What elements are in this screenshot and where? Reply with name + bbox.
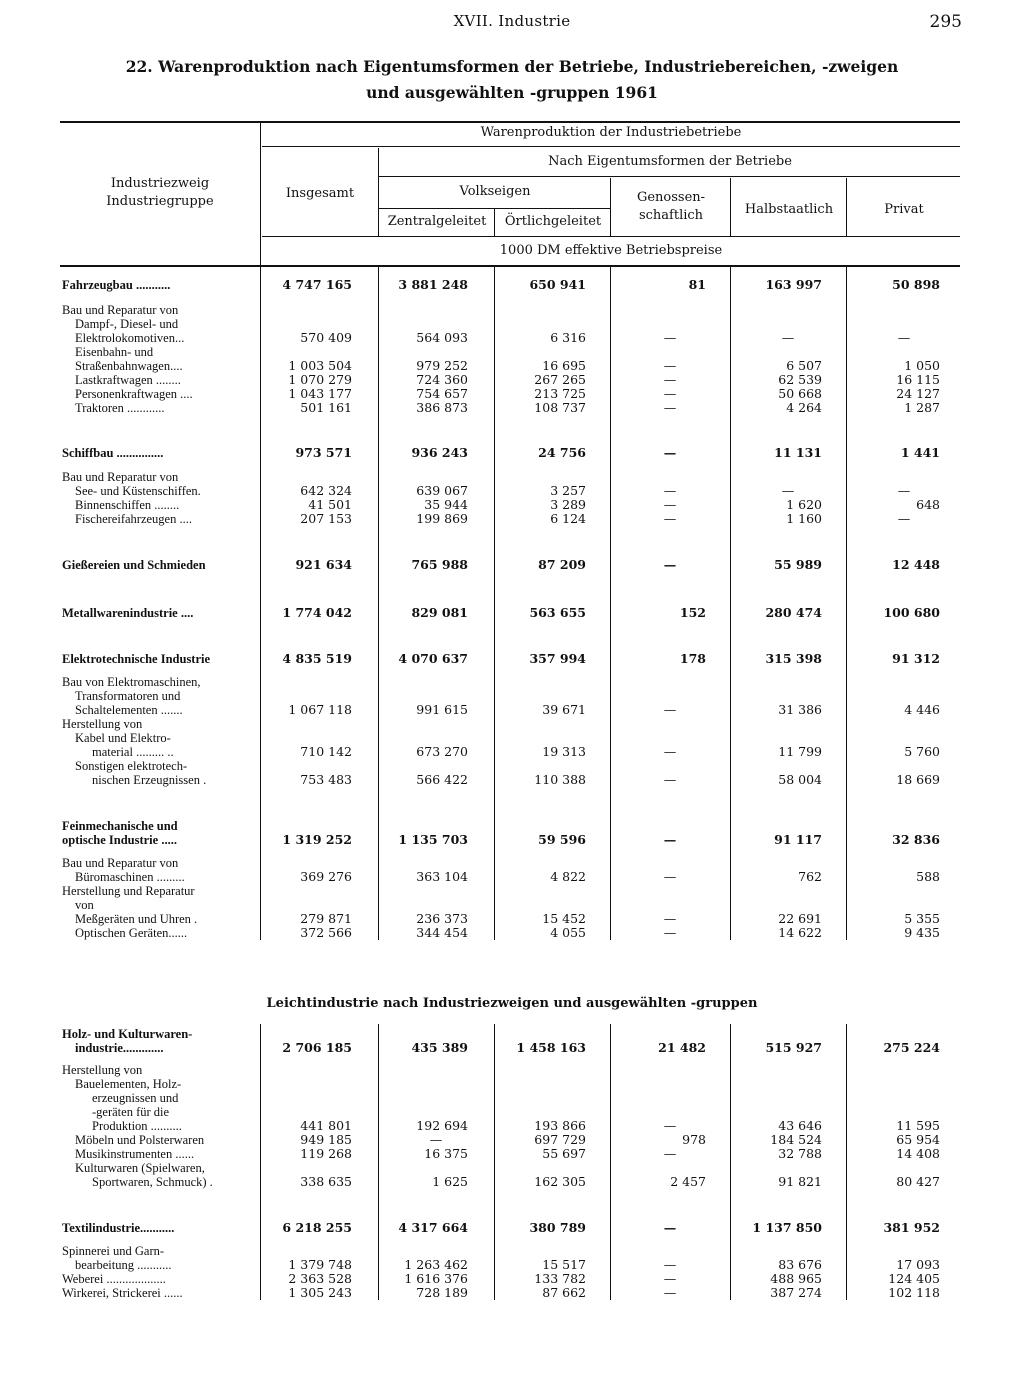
unit-header: 1000 DM effektive Betriebspreise <box>499 243 723 258</box>
row-label: Wirkerei, Strickerei ...... <box>62 1286 183 1300</box>
col-divider-1 <box>378 148 379 236</box>
row-label: Dampf-, Diesel- und <box>75 317 179 331</box>
row-label: Bau und Reparatur von <box>62 856 179 870</box>
cell-zentralgeleitet: 344 454 <box>416 925 468 940</box>
row-label: Eisenbahn- und <box>75 345 154 359</box>
row-label: Sonstigen elektrotech- <box>75 759 188 773</box>
cell-oertlichgeleitet: 563 655 <box>529 605 586 620</box>
cell-genossenschaftlich: — <box>663 372 677 387</box>
cell-genossenschaftlich: — <box>663 702 677 717</box>
row-label: von <box>75 898 94 912</box>
row-label: Weberei ................... <box>62 1272 166 1286</box>
row-label: Personenkraftwagen .... <box>75 387 193 401</box>
cell-privat: 588 <box>916 869 940 884</box>
cell-insgesamt: 369 276 <box>300 869 352 884</box>
genossen-header-line-1: Genossen- <box>636 190 706 205</box>
header-rule-1 <box>262 146 960 147</box>
cell-genossenschaftlich: — <box>663 1220 677 1235</box>
cell-privat: 1 287 <box>904 400 940 415</box>
cell-oertlichgeleitet: 24 756 <box>538 445 586 460</box>
cell-oertlichgeleitet: 19 313 <box>542 744 586 759</box>
cell-genossenschaftlich: — <box>663 832 677 847</box>
cell-genossenschaftlich: — <box>663 1146 677 1161</box>
cell-genossenschaftlich: — <box>663 1257 677 1272</box>
header-bottom-rule <box>60 265 960 267</box>
row-label: -geräten für die <box>92 1105 170 1119</box>
cell-zentralgeleitet: 566 422 <box>416 772 468 787</box>
cell-halbstaatlich: 184 524 <box>770 1132 822 1147</box>
cell-halbstaatlich: 6 507 <box>786 358 822 373</box>
cell-privat: 9 435 <box>904 925 940 940</box>
cell-oertlichgeleitet: 15 452 <box>542 911 586 926</box>
cell-privat: 14 408 <box>896 1146 940 1161</box>
cell-insgesamt: 1 043 177 <box>288 386 352 401</box>
row-label: Transformatoren und <box>75 689 181 703</box>
row-label: Herstellung von <box>62 1063 143 1077</box>
cell-halbstaatlich: 315 398 <box>765 651 822 666</box>
cell-zentralgeleitet: 639 067 <box>416 483 468 498</box>
cell-halbstaatlich: 762 <box>798 869 822 884</box>
cell-oertlichgeleitet: 108 737 <box>534 400 586 415</box>
cell-genossenschaftlich: — <box>663 911 677 926</box>
cell-privat: 102 118 <box>888 1285 940 1300</box>
cell-zentralgeleitet: 728 189 <box>416 1285 468 1300</box>
cell-oertlichgeleitet: 87 209 <box>538 557 586 572</box>
cell-insgesamt: 4 747 165 <box>282 277 352 292</box>
cell-insgesamt: 1 379 748 <box>288 1257 352 1272</box>
cell-insgesamt: 921 634 <box>295 557 352 572</box>
cell-insgesamt: 570 409 <box>300 330 352 345</box>
cell-genossenschaftlich: — <box>663 869 677 884</box>
cell-halbstaatlich: 32 788 <box>778 1146 822 1161</box>
row-label: Musikinstrumenten ...... <box>75 1147 195 1161</box>
page-number: 295 <box>929 12 962 32</box>
cell-halbstaatlich: 91 821 <box>778 1174 822 1189</box>
cell-oertlichgeleitet: 3 257 <box>550 483 586 498</box>
cell-privat: 17 093 <box>896 1257 940 1272</box>
cell-genossenschaftlich: — <box>663 557 677 572</box>
row-label: industrie............. <box>75 1041 164 1055</box>
row-label: Spinnerei und Garn- <box>62 1244 165 1258</box>
cell-insgesamt: 1 305 243 <box>288 1285 352 1300</box>
header-rule-2 <box>378 176 960 177</box>
cell-oertlichgeleitet: 267 265 <box>534 372 586 387</box>
cell-zentralgeleitet: 724 360 <box>416 372 468 387</box>
cell-privat: 50 898 <box>892 277 940 292</box>
cell-zentralgeleitet: 16 375 <box>424 1146 468 1161</box>
cell-genossenschaftlich: — <box>663 1285 677 1300</box>
cell-privat: 275 224 <box>883 1040 940 1055</box>
row-label: optische Industrie ..... <box>62 833 177 847</box>
header-rule-4 <box>262 236 960 237</box>
cell-oertlichgeleitet: 15 517 <box>542 1257 586 1272</box>
cell-insgesamt: 338 635 <box>300 1174 352 1189</box>
row-label: erzeugnissen und <box>92 1091 179 1105</box>
cell-oertlichgeleitet: 380 789 <box>529 1220 586 1235</box>
cell-privat: — <box>897 483 911 498</box>
cell-halbstaatlich: 1 160 <box>786 511 822 526</box>
genossen-header <box>612 189 730 225</box>
cell-insgesamt: 1 003 504 <box>288 358 352 373</box>
cell-oertlichgeleitet: 4 822 <box>550 869 586 884</box>
cell-halbstaatlich: 1 620 <box>786 497 822 512</box>
cell-privat: 80 427 <box>896 1174 940 1189</box>
row-label: Möbeln und Polsterwaren <box>75 1133 205 1147</box>
row-label: Metallwarenindustrie .... <box>62 606 194 620</box>
cell-privat: 5 355 <box>904 911 940 926</box>
cell-privat: 5 760 <box>904 744 940 759</box>
cell-insgesamt: 372 566 <box>300 925 352 940</box>
cell-halbstaatlich: 14 622 <box>778 925 822 940</box>
cell-privat: 65 954 <box>896 1132 940 1147</box>
cell-genossenschaftlich: — <box>663 400 677 415</box>
volkseigen-header: Volkseigen <box>459 184 531 199</box>
cell-halbstaatlich: 488 965 <box>770 1271 822 1286</box>
cell-privat: 124 405 <box>888 1271 940 1286</box>
cell-zentralgeleitet: 765 988 <box>411 557 468 572</box>
insgesamt-header: Insgesamt <box>285 186 355 201</box>
cell-halbstaatlich: 58 004 <box>778 772 822 787</box>
cell-oertlichgeleitet: 16 695 <box>542 358 586 373</box>
row-label: Bauelementen, Holz- <box>75 1077 182 1091</box>
cell-halbstaatlich: 515 927 <box>765 1040 822 1055</box>
cell-halbstaatlich: 50 668 <box>778 386 822 401</box>
cell-genossenschaftlich: — <box>663 497 677 512</box>
cell-genossenschaftlich: 81 <box>688 277 706 292</box>
cell-genossenschaftlich: — <box>663 511 677 526</box>
cell-insgesamt: 973 571 <box>295 445 352 460</box>
cell-oertlichgeleitet: 55 697 <box>542 1146 586 1161</box>
cell-halbstaatlich: — <box>781 483 795 498</box>
col-divider-4 <box>730 178 731 236</box>
cell-insgesamt: 6 218 255 <box>282 1220 352 1235</box>
cell-genossenschaftlich: 978 <box>682 1132 706 1147</box>
cell-oertlichgeleitet: 3 289 <box>550 497 586 512</box>
cell-zentralgeleitet: 435 389 <box>411 1040 468 1055</box>
cell-zentralgeleitet: 991 615 <box>416 702 468 717</box>
cell-privat: — <box>897 511 911 526</box>
cell-halbstaatlich: 387 274 <box>770 1285 822 1300</box>
cell-genossenschaftlich: — <box>663 445 677 460</box>
cell-oertlichgeleitet: 110 388 <box>534 772 586 787</box>
cell-halbstaatlich: 43 646 <box>778 1118 822 1133</box>
cell-zentralgeleitet: 1 616 376 <box>404 1271 468 1286</box>
row-label: Feinmechanische und <box>62 819 178 833</box>
cell-genossenschaftlich: — <box>663 744 677 759</box>
row-label: Straßenbahnwagen.... <box>75 359 183 373</box>
cell-zentralgeleitet: 673 270 <box>416 744 468 759</box>
cell-oertlichgeleitet: 6 124 <box>550 511 586 526</box>
cell-genossenschaftlich: — <box>663 330 677 345</box>
cell-halbstaatlich: 83 676 <box>778 1257 822 1272</box>
row-label: Bau und Reparatur von <box>62 303 179 317</box>
table-title-line-1: 22. Warenproduktion nach Eigentumsformen der Betriebe, Industriebereichen, -zweigen <box>125 57 899 76</box>
cell-oertlichgeleitet: 59 596 <box>538 832 586 847</box>
row-label: Traktoren ............ <box>75 401 165 415</box>
cell-halbstaatlich: — <box>781 330 795 345</box>
cell-halbstaatlich: 4 264 <box>786 400 822 415</box>
cell-zentralgeleitet: 1 263 462 <box>404 1257 468 1272</box>
row-label: Fahrzeugbau ........... <box>62 278 171 292</box>
cell-genossenschaftlich: 152 <box>679 605 706 620</box>
cell-zentralgeleitet: 979 252 <box>416 358 468 373</box>
cell-halbstaatlich: 1 137 850 <box>752 1220 822 1235</box>
cell-insgesamt: 1 774 042 <box>282 605 352 620</box>
cell-zentralgeleitet: 236 373 <box>416 911 468 926</box>
cell-privat: 18 669 <box>896 772 940 787</box>
cell-genossenschaftlich: — <box>663 925 677 940</box>
row-label: material ......... .. <box>92 745 174 759</box>
halbstaatlich-header: Halbstaatlich <box>744 202 834 217</box>
cell-genossenschaftlich: — <box>663 358 677 373</box>
cell-privat: 381 952 <box>883 1220 940 1235</box>
cell-zentralgeleitet: 3 881 248 <box>398 277 468 292</box>
cell-oertlichgeleitet: 1 458 163 <box>516 1040 586 1055</box>
zentral-header: Zentralgeleitet <box>387 214 487 229</box>
row-label: Schiffbau ............... <box>62 446 164 460</box>
cell-halbstaatlich: 11 799 <box>778 744 822 759</box>
label-col-header-line-1: Industriezweig <box>110 176 210 191</box>
col-divider-3 <box>610 178 611 236</box>
cell-insgesamt: 207 153 <box>300 511 352 526</box>
cell-genossenschaftlich: — <box>663 772 677 787</box>
cell-zentralgeleitet: — <box>429 1132 443 1147</box>
row-label: Holz- und Kulturwaren- <box>62 1027 193 1041</box>
oertlich-header: Örtlichgeleitet <box>504 214 602 229</box>
label-col-header-line-2: Industriegruppe <box>106 194 214 209</box>
row-label: Bau und Reparatur von <box>62 470 179 484</box>
cell-oertlichgeleitet: 162 305 <box>534 1174 586 1189</box>
cell-privat: 91 312 <box>892 651 940 666</box>
cell-halbstaatlich: 22 691 <box>778 911 822 926</box>
cell-privat: 1 441 <box>900 445 940 460</box>
cell-privat: 11 595 <box>896 1118 940 1133</box>
super-header: Warenproduktion der Industriebetriebe <box>480 125 742 140</box>
col-divider-5 <box>846 178 847 236</box>
row-label: Elektrotechnische Industrie <box>62 652 211 666</box>
cell-halbstaatlich: 62 539 <box>778 372 822 387</box>
light-industry-heading: Leichtindustrie nach Industriezweigen und ausgewählten -gruppen <box>266 996 758 1011</box>
row-label: Büromaschinen ......... <box>75 870 185 884</box>
cell-zentralgeleitet: 829 081 <box>411 605 468 620</box>
cell-zentralgeleitet: 35 944 <box>424 497 468 512</box>
cell-oertlichgeleitet: 357 994 <box>529 651 586 666</box>
cell-zentralgeleitet: 199 869 <box>416 511 468 526</box>
cell-insgesamt: 501 161 <box>300 400 352 415</box>
col-divider-2 <box>494 208 495 236</box>
cell-insgesamt: 949 185 <box>300 1132 352 1147</box>
cell-insgesamt: 753 483 <box>300 772 352 787</box>
cell-halbstaatlich: 280 474 <box>765 605 822 620</box>
cell-insgesamt: 119 268 <box>300 1146 352 1161</box>
cell-halbstaatlich: 163 997 <box>765 277 822 292</box>
body-divider-3 <box>610 267 611 940</box>
cell-halbstaatlich: 31 386 <box>778 702 822 717</box>
genossen-header-line-2: schaftlich <box>638 208 704 223</box>
cell-oertlichgeleitet: 193 866 <box>534 1118 586 1133</box>
cell-insgesamt: 41 501 <box>308 497 352 512</box>
running-head <box>0 12 1024 36</box>
table-title-line-2: und ausgewählten -gruppen 1961 <box>366 83 658 102</box>
cell-oertlichgeleitet: 697 729 <box>534 1132 586 1147</box>
cell-genossenschaftlich: 178 <box>679 651 706 666</box>
cell-privat: 16 115 <box>896 372 940 387</box>
cell-halbstaatlich: 91 117 <box>774 832 822 847</box>
cell-oertlichgeleitet: 133 782 <box>534 1271 586 1286</box>
cell-oertlichgeleitet: 4 055 <box>550 925 586 940</box>
row-label: Fischereifahrzeugen .... <box>75 512 192 526</box>
cell-privat: — <box>897 330 911 345</box>
cell-zentralgeleitet: 754 657 <box>416 386 468 401</box>
cell-zentralgeleitet: 564 093 <box>416 330 468 345</box>
cell-halbstaatlich: 55 989 <box>774 557 822 572</box>
privat-header: Privat <box>884 202 924 217</box>
row-label: Produktion .......... <box>92 1119 182 1133</box>
cell-genossenschaftlich: 21 482 <box>658 1040 706 1055</box>
row-label: Elektrolokomotiven... <box>75 331 185 345</box>
row-label: Kulturwaren (Spielwaren, <box>75 1161 205 1175</box>
header-top-rule <box>60 121 960 123</box>
cell-zentralgeleitet: 386 873 <box>416 400 468 415</box>
cell-privat: 1 050 <box>904 358 940 373</box>
cell-genossenschaftlich: — <box>663 483 677 498</box>
row-label: Herstellung und Reparatur <box>62 884 195 898</box>
cell-zentralgeleitet: 363 104 <box>416 869 468 884</box>
row-label: Binnenschiffen ........ <box>75 498 180 512</box>
light-divider-3 <box>610 1024 611 1300</box>
cell-genossenschaftlich: 2 457 <box>670 1174 706 1189</box>
cell-oertlichgeleitet: 213 725 <box>534 386 586 401</box>
cell-oertlichgeleitet: 650 941 <box>529 277 586 292</box>
cell-insgesamt: 2 706 185 <box>282 1040 352 1055</box>
cell-insgesamt: 710 142 <box>300 744 352 759</box>
row-label: Textilindustrie........... <box>62 1221 175 1235</box>
cell-genossenschaftlich: — <box>663 386 677 401</box>
cell-insgesamt: 642 324 <box>300 483 352 498</box>
cell-zentralgeleitet: 4 070 637 <box>398 651 468 666</box>
row-label: Gießereien und Schmieden <box>62 558 206 572</box>
row-label: bearbeitung ........... <box>75 1258 172 1272</box>
cell-insgesamt: 2 363 528 <box>288 1271 352 1286</box>
ownership-header: Nach Eigentumsformen der Betriebe <box>548 154 792 169</box>
cell-oertlichgeleitet: 87 662 <box>542 1285 586 1300</box>
cell-oertlichgeleitet: 39 671 <box>542 702 586 717</box>
cell-genossenschaftlich: — <box>663 1271 677 1286</box>
label-column-divider <box>260 121 261 266</box>
row-label: Optischen Geräten...... <box>75 926 188 940</box>
cell-privat: 24 127 <box>896 386 940 401</box>
row-label: Schaltelementen ....... <box>75 703 183 717</box>
label-col-header <box>60 175 260 211</box>
cell-zentralgeleitet: 4 317 664 <box>398 1220 468 1235</box>
row-label: Lastkraftwagen ........ <box>75 373 181 387</box>
cell-insgesamt: 1 319 252 <box>282 832 352 847</box>
cell-privat: 648 <box>916 497 940 512</box>
row-label: Meßgeräten und Uhren . <box>75 912 198 926</box>
cell-insgesamt: 1 070 279 <box>288 372 352 387</box>
row-label: Herstellung von <box>62 717 143 731</box>
cell-insgesamt: 279 871 <box>300 911 352 926</box>
row-label: See- und Küstenschiffen. <box>75 484 201 498</box>
cell-insgesamt: 4 835 519 <box>282 651 352 666</box>
row-label: Bau von Elektromaschinen, <box>62 675 201 689</box>
cell-privat: 12 448 <box>892 557 940 572</box>
cell-zentralgeleitet: 1 135 703 <box>398 832 468 847</box>
row-label: Kabel und Elektro- <box>75 731 171 745</box>
cell-zentralgeleitet: 936 243 <box>411 445 468 460</box>
row-label: Sportwaren, Schmuck) . <box>92 1175 213 1189</box>
cell-privat: 4 446 <box>904 702 940 717</box>
row-label: nischen Erzeugnissen . <box>92 773 207 787</box>
cell-privat: 32 836 <box>892 832 940 847</box>
section-title: XVII. Industrie <box>453 12 571 30</box>
cell-insgesamt: 441 801 <box>300 1118 352 1133</box>
cell-insgesamt: 1 067 118 <box>288 702 352 717</box>
cell-privat: 100 680 <box>883 605 940 620</box>
cell-zentralgeleitet: 1 625 <box>432 1174 468 1189</box>
cell-zentralgeleitet: 192 694 <box>416 1118 468 1133</box>
cell-genossenschaftlich: — <box>663 1118 677 1133</box>
cell-oertlichgeleitet: 6 316 <box>550 330 586 345</box>
cell-halbstaatlich: 11 131 <box>774 445 822 460</box>
